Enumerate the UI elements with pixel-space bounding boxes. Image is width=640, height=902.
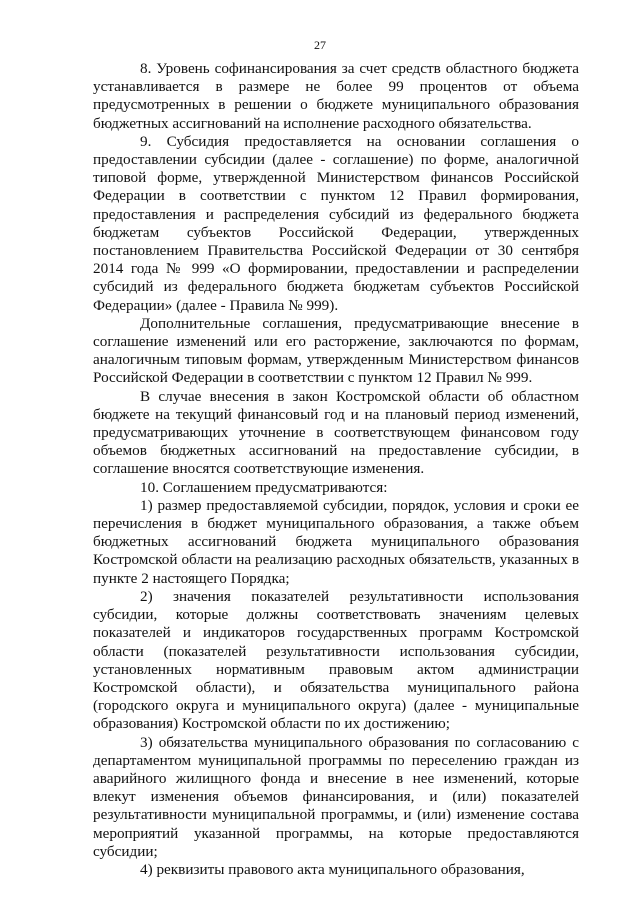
paragraph-additional-agreements: Дополнительные соглашения, предусматривающие внесение в соглашение изменений или его расторжение, заключаются по формам, аналогичным типовым формам, утвержденным Министерством финансов Российской Федерации в соответствии с пунктом 12 Правил № 999.	[93, 314, 579, 387]
document-body	[93, 60, 579, 879]
paragraph-cofinancing-level: 8. Уровень софинансирования за счет средств областного бюджета устанавливается в размере не более 99 процентов от объема предусмотренных в решении о бюджете муниципального образования бюджетных ассигнований на исполнение расходного обязательства.	[93, 60, 579, 132]
list-item-2: 2) значения показателей результативности использования субсидии, которые должны соответствовать значениям целевых показателей и индикаторов государственных программ Костромской области (показателей результативности использования субсидии, установленных нормативным правовым актом администрации Костромской области), и обязательства муниципального района (городского округа и муниципального округа) (далее - муниципальные образования) Костромской области по их достижению;	[93, 587, 579, 733]
list-item-3: 3) обязательства муниципального образования по согласованию с департаментом муниципальной программы по переселению граждан из аварийного жилищного фонда и внесение в нее изменений, которые влекут изменения объемов финансирования, и (или) показателей результативности муниципальной программы, и (или) изменение состава мероприятий указанной программы, на которые предоставляются субсидии;	[93, 733, 579, 860]
list-item-4: 4) реквизиты правового акта муниципального образования,	[140, 860, 525, 878]
paragraph-agreement-provisions: 10. Соглашением предусматриваются:	[140, 478, 388, 496]
paragraph-budget-law-changes: В случае внесения в закон Костромской области об областном бюджете на текущий финансовый год и на плановый период изменений, предусматривающих уточнение в соответствующем финансовом году объемов бюджетных ассигнований на предоставление субсидии, в соглашение вносятся соответствующие изменения.	[93, 387, 579, 478]
page-number: 27	[314, 38, 326, 52]
list-item-1: 1) размер предоставляемой субсидии, порядок, условия и сроки ее перечисления в бюджет муниципального образования, а также объем бюджетных ассигнований бюджета муниципального образования Костромской области на реализацию расходных обязательств, указанных в пункте 2 настоящего Порядка;	[93, 496, 579, 587]
paragraph-subsidy-agreement: 9. Субсидия предоставляется на основании соглашения о предоставлении субсидии (далее - соглашение) по форме, аналогичной типовой форме, утвержденной Министерством финансов Российской Федерации в соответствии с пунктом 12 Правил формирования, предоставления и распределения субсидий из федерального бюджета бюджетам субъектов Российской Федерации, утвержденных постановлением Правительства Российской Федерации от 30 сентября 2014 года № 999 «О формировании, предоставлении и распределении субсидий из федерального бюджета бюджетам субъектов Российской Федерации» (далее - Правила № 999).	[93, 132, 579, 314]
